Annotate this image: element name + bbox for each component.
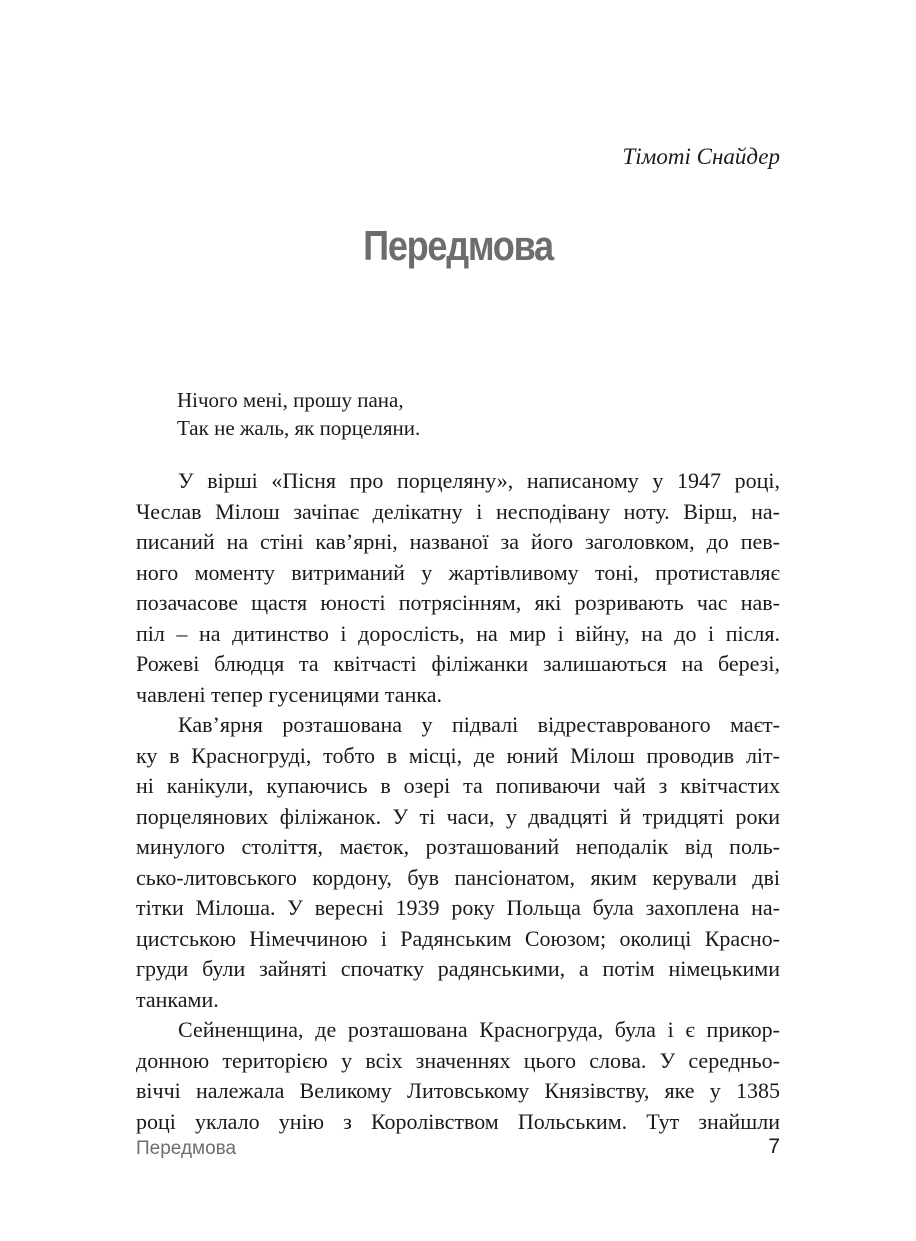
text-line: році уклало унію з Королівством Польським. Тут знайшли — [136, 1108, 780, 1134]
text-line: танками. — [136, 986, 219, 1012]
epigraph — [177, 386, 420, 442]
text-line: сько-литовського кордону, був пансіонатом, яким керували дві — [136, 864, 780, 890]
text-line: Чеслав Мілош зачіпає делікатну і несподівану ноту. Вірш, на- — [136, 498, 780, 524]
text-line: порцелянових філіжанок. У ті часи, у двадцяті й тридцяті роки — [136, 803, 780, 829]
page-number: 7 — [768, 1135, 780, 1158]
text-line: Кав’ярня розташована у підвалі відреставрованого маєт- — [178, 712, 780, 737]
text-line: ного моменту витриманий у жартівливому тоні, протиставляє — [136, 559, 780, 585]
text-line: груди були зайняті спочатку радянськими, а потім німецькими — [136, 956, 780, 981]
text-line: піл – на дитинство і дорослість, на мир і війну, на до і після. — [136, 620, 780, 646]
epigraph-line: Так не жаль, як порцеляни. — [177, 416, 421, 440]
text-line: ку в Красногруді, тобто в місці, де юний Мілош проводив літ- — [136, 742, 780, 768]
text-line: цистською Німеччиною і Радянським Союзом; околиці Красно- — [136, 925, 780, 951]
author-name: Тімоті Снайдер — [622, 144, 780, 169]
epigraph-line: Нічого мені, прошу пана, — [177, 388, 404, 412]
text-line: минулого століття, маєток, розташований неподалік від поль- — [136, 834, 780, 859]
text-line: донною територією у всіх значеннях цього слова. У середньо- — [136, 1047, 780, 1073]
text-line: позачасове щастя юності потрясінням, які розривають час нав- — [136, 590, 780, 615]
text-line: Сейненщина, де розташована Красногруда, була і є прикор- — [178, 1017, 780, 1042]
text-line: ні канікули, купаючись в озері та попиваючи чай з квітчастих — [136, 773, 780, 798]
text-line: віччі належала Великому Литовському Князівству, яке у 1385 — [136, 1078, 780, 1103]
text-line: чавлені тепер гусеницями танка. — [136, 681, 442, 707]
page-title: Передмова — [363, 222, 553, 269]
text-line: тітки Мілоша. У вересні 1939 року Польща була захоплена на- — [136, 895, 780, 920]
text-line: писаний на стіні кав’ярні, названої за його заголовком, до пев- — [136, 529, 780, 554]
text-line: У вірші «Пісня про порцеляну», написаному у 1947 році, — [178, 468, 780, 493]
body-text — [136, 466, 780, 1137]
running-footer-title: Передмова — [136, 1138, 237, 1159]
text-line: Рожеві блюдця та квітчасті філіжанки залишаються на березі, — [136, 651, 780, 676]
